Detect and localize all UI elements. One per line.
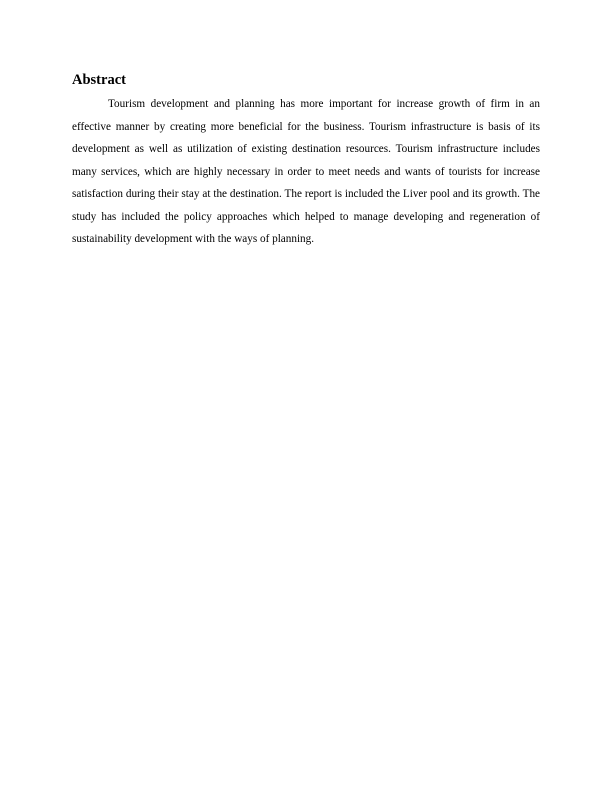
section-heading: Abstract xyxy=(72,72,126,88)
page-content xyxy=(72,71,540,251)
abstract-paragraph: Tourism development and planning has more important for increase growth of firm in an effective manner by creating more beneficial for the business. Tourism infrastructure is basis of its development as well as utilization of existing destination resources. Tourism infrastructure includes many services, which are highly necessary in order to meet needs and wants of tourists for increase satisfaction during their stay at the destination. The report is included the Liver pool and its growth. The study has included the policy approaches which helped to manage developing and regeneration of sustainability development with the ways of planning. xyxy=(72,98,540,245)
